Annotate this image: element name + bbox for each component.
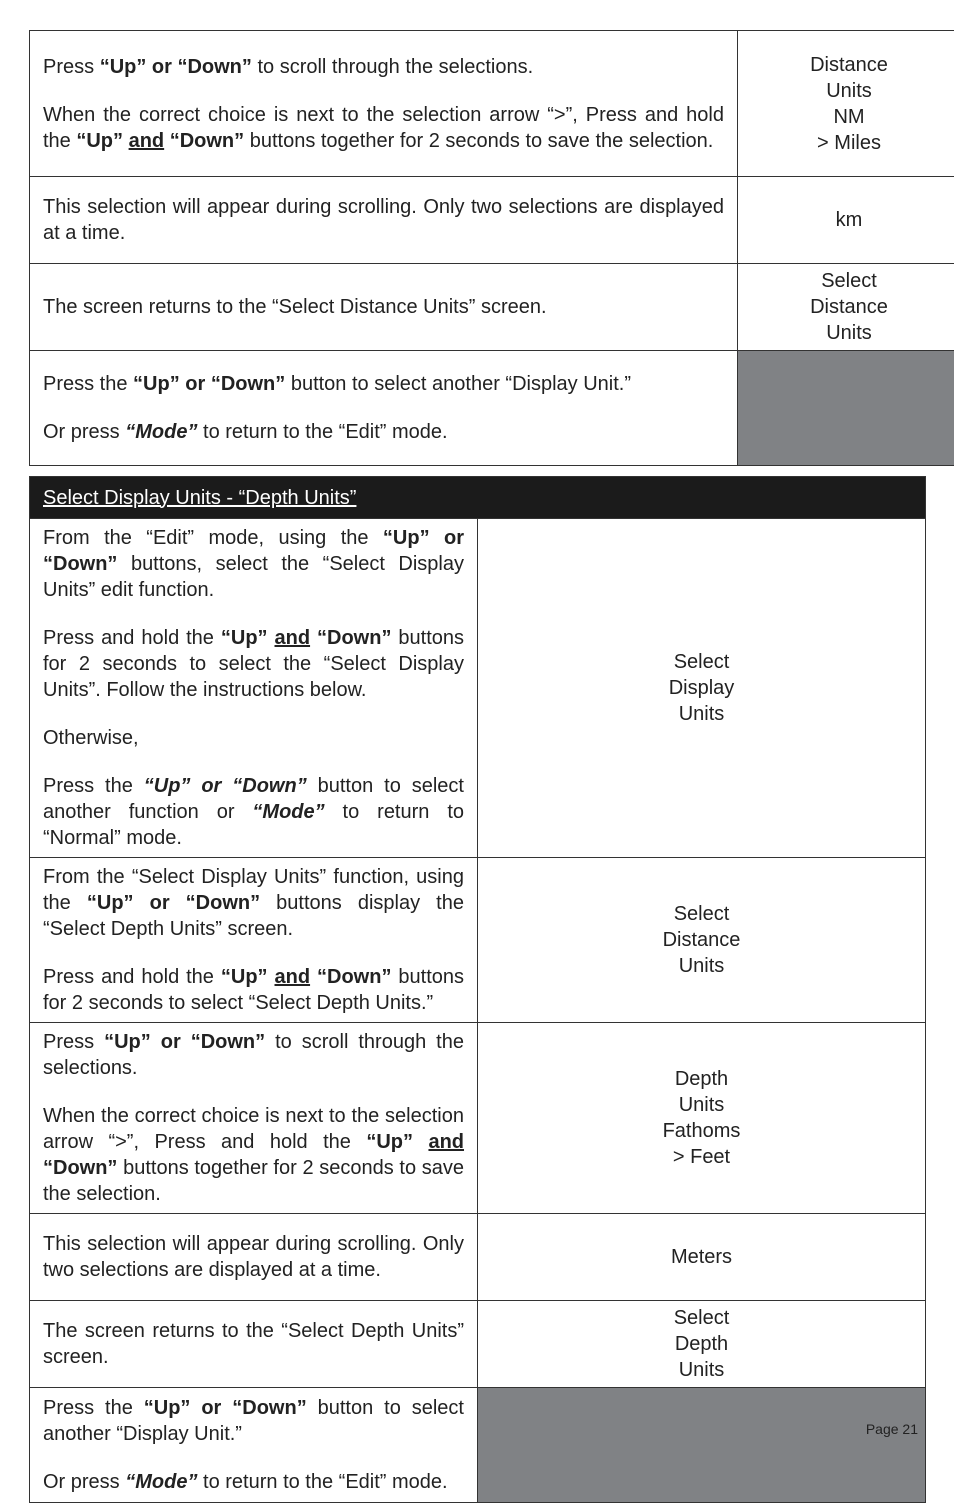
display-text-line: Distance	[482, 927, 921, 953]
emphasis-text: “Down”	[317, 966, 391, 988]
emphasis-text: “Down”	[317, 627, 391, 649]
instruction-paragraph	[43, 1029, 464, 1081]
display-text-line: Meters	[482, 1244, 921, 1270]
body-text: Press the	[43, 1397, 144, 1419]
display-text-line: Units	[482, 701, 921, 727]
table2-body	[30, 477, 926, 1503]
body-text: to scroll through the selections.	[43, 1031, 464, 1079]
display-text-line: Depth	[482, 1331, 921, 1357]
display-screen-cell	[478, 858, 926, 1023]
display-text-line: Display	[482, 675, 921, 701]
emphasis-text: “Up”	[221, 966, 268, 988]
body-text	[268, 627, 275, 649]
instruction-paragraph	[43, 371, 724, 397]
emphasis-text: “Up”	[221, 627, 268, 649]
instruction-paragraph	[43, 1469, 464, 1495]
body-text: The screen returns to the “Select Distance Units” screen.	[43, 296, 547, 318]
body-text: to return to the “Edit” mode.	[197, 421, 447, 443]
body-text: Press and hold the	[43, 966, 221, 988]
body-text: The screen returns to the “Select Depth Units” screen.	[43, 1320, 464, 1368]
emphasis-text: “Up” or “Down”	[43, 527, 464, 575]
body-text: buttons, select the “Select Display Units” edit function.	[43, 553, 464, 601]
display-screen-cell	[738, 177, 954, 264]
table-row	[30, 519, 926, 858]
emphasis-text: and	[275, 627, 311, 649]
instruction-paragraph	[43, 1318, 464, 1370]
table-row	[30, 177, 954, 264]
table-row	[30, 1214, 926, 1301]
instruction-paragraph	[43, 773, 464, 851]
table-row	[30, 264, 954, 351]
body-text: buttons display the “Select Depth Units” screen.	[43, 892, 464, 940]
emphasis-text: and	[129, 130, 165, 152]
display-text-line: Units	[482, 953, 921, 979]
emphasis-text: “Up” or “Down”	[144, 775, 307, 797]
body-text: Or press	[43, 1471, 125, 1493]
display-screen-cell	[478, 1023, 926, 1214]
instruction-paragraph	[43, 1395, 464, 1447]
body-text	[310, 627, 317, 649]
instruction-cell	[30, 1301, 478, 1388]
body-text: to return to the “Edit” mode.	[197, 1471, 447, 1493]
display-text-line: > Feet	[482, 1144, 921, 1170]
display-screen-cell	[478, 1214, 926, 1301]
display-text-line: NM	[742, 104, 954, 130]
display-text-line: Units	[742, 320, 954, 346]
body-text: Press the	[43, 775, 144, 797]
body-text: to scroll through the selections.	[252, 56, 533, 78]
body-text: Press and hold the	[43, 627, 221, 649]
emphasis-text: “Down”	[43, 1157, 117, 1179]
instruction-paragraph	[43, 419, 724, 445]
body-text: This selection will appear during scrolling. Only two selections are displayed at a time.	[43, 196, 724, 244]
display-text-line: km	[742, 207, 954, 233]
body-text: to return to “Normal” mode.	[43, 801, 464, 849]
display-text-line: Units	[742, 78, 954, 104]
body-text: Press the	[43, 373, 133, 395]
body-text: This selection will appear during scrolling. Only two selections are displayed at a time.	[43, 1233, 464, 1281]
instruction-paragraph	[43, 625, 464, 703]
display-screen-cell	[738, 31, 954, 177]
instruction-cell	[30, 519, 478, 858]
display-screen-cell	[478, 519, 926, 858]
display-text-line: Fathoms	[482, 1118, 921, 1144]
table-row	[30, 351, 954, 466]
page-number: Page 21	[866, 1421, 918, 1437]
instruction-cell	[30, 1388, 478, 1503]
instruction-paragraph	[43, 294, 724, 320]
emphasis-text: “Down”	[170, 130, 244, 152]
display-text-line: Units	[482, 1357, 921, 1383]
body-text: buttons together for 2 seconds to save the selection.	[43, 1157, 464, 1205]
display-text-line: Depth	[482, 1066, 921, 1092]
display-text-line: Select	[482, 649, 921, 675]
instruction-paragraph	[43, 1103, 464, 1207]
body-text: buttons together for 2 seconds to save the selection.	[244, 130, 713, 152]
instruction-paragraph	[43, 194, 724, 246]
section-header: Select Display Units - “Depth Units”	[30, 477, 926, 519]
emphasis-text: “Up”	[366, 1131, 413, 1153]
instruction-paragraph	[43, 102, 724, 154]
instruction-table-depth	[29, 476, 926, 1503]
display-screen-cell	[738, 264, 954, 351]
body-text: buttons for 2 seconds to select “Select Depth Units.”	[43, 966, 464, 1014]
body-text	[268, 966, 275, 988]
body-text: From the “Edit” mode, using the	[43, 527, 383, 549]
body-text: buttons for 2 seconds to select the “Select Display Units”. Follow the instructions below.	[43, 627, 464, 701]
body-text: Press	[43, 1031, 104, 1053]
instruction-paragraph	[43, 1231, 464, 1283]
body-text: Otherwise,	[43, 727, 139, 749]
instruction-cell	[30, 177, 738, 264]
body-text	[310, 966, 317, 988]
body-text: button to select another function or	[43, 775, 464, 823]
emphasis-text: and	[428, 1131, 464, 1153]
emphasis-text: “Up” or “Down”	[100, 56, 252, 78]
instruction-paragraph	[43, 54, 724, 80]
display-text-line: > Miles	[742, 130, 954, 156]
body-text	[413, 1131, 428, 1153]
instruction-cell	[30, 31, 738, 177]
body-text: From the “Select Display Units” function, using the	[43, 866, 464, 914]
table-row	[30, 31, 954, 177]
instruction-cell	[30, 1023, 478, 1214]
body-text: button to select another “Display Unit.”	[285, 373, 631, 395]
emphasis-text: “Up”	[76, 130, 123, 152]
instruction-cell	[30, 264, 738, 351]
instruction-paragraph	[43, 525, 464, 603]
instruction-cell	[30, 1214, 478, 1301]
emphasis-text: and	[275, 966, 311, 988]
blank-screen-cell	[478, 1388, 926, 1503]
section-header-row	[30, 477, 926, 519]
instruction-paragraph	[43, 864, 464, 942]
body-text: button to select another “Display Unit.”	[43, 1397, 464, 1445]
table-row	[30, 1023, 926, 1214]
emphasis-text: “Up” or “Down”	[104, 1031, 265, 1053]
instruction-table-distance	[29, 30, 954, 466]
display-text-line: Units	[482, 1092, 921, 1118]
emphasis-text: “Up” or “Down”	[144, 1397, 307, 1419]
instruction-paragraph	[43, 964, 464, 1016]
body-text: Press	[43, 56, 100, 78]
table-row	[30, 858, 926, 1023]
display-text-line: Select	[482, 1305, 921, 1331]
table-row	[30, 1301, 926, 1388]
emphasis-text: “Up” or “Down”	[87, 892, 260, 914]
display-screen-cell	[478, 1301, 926, 1388]
emphasis-text: “Mode”	[125, 1471, 197, 1493]
instruction-paragraph	[43, 725, 464, 751]
body-text: When the correct choice is next to the selection arrow “>”, Press and hold the	[43, 104, 724, 152]
emphasis-text: “Mode”	[125, 421, 197, 443]
instruction-cell	[30, 351, 738, 466]
body-text: When the correct choice is next to the selection arrow “>”, Press and hold the	[43, 1105, 464, 1153]
display-text-line: Distance	[742, 294, 954, 320]
body-text: Or press	[43, 421, 125, 443]
display-text-line: Select	[482, 901, 921, 927]
display-text-line: Distance	[742, 52, 954, 78]
emphasis-text: “Up” or “Down”	[133, 373, 285, 395]
table-row	[30, 1388, 926, 1503]
instruction-cell	[30, 858, 478, 1023]
display-text-line: Select	[742, 268, 954, 294]
table1-body	[30, 31, 954, 466]
emphasis-text: “Mode”	[252, 801, 324, 823]
blank-screen-cell	[738, 351, 954, 466]
